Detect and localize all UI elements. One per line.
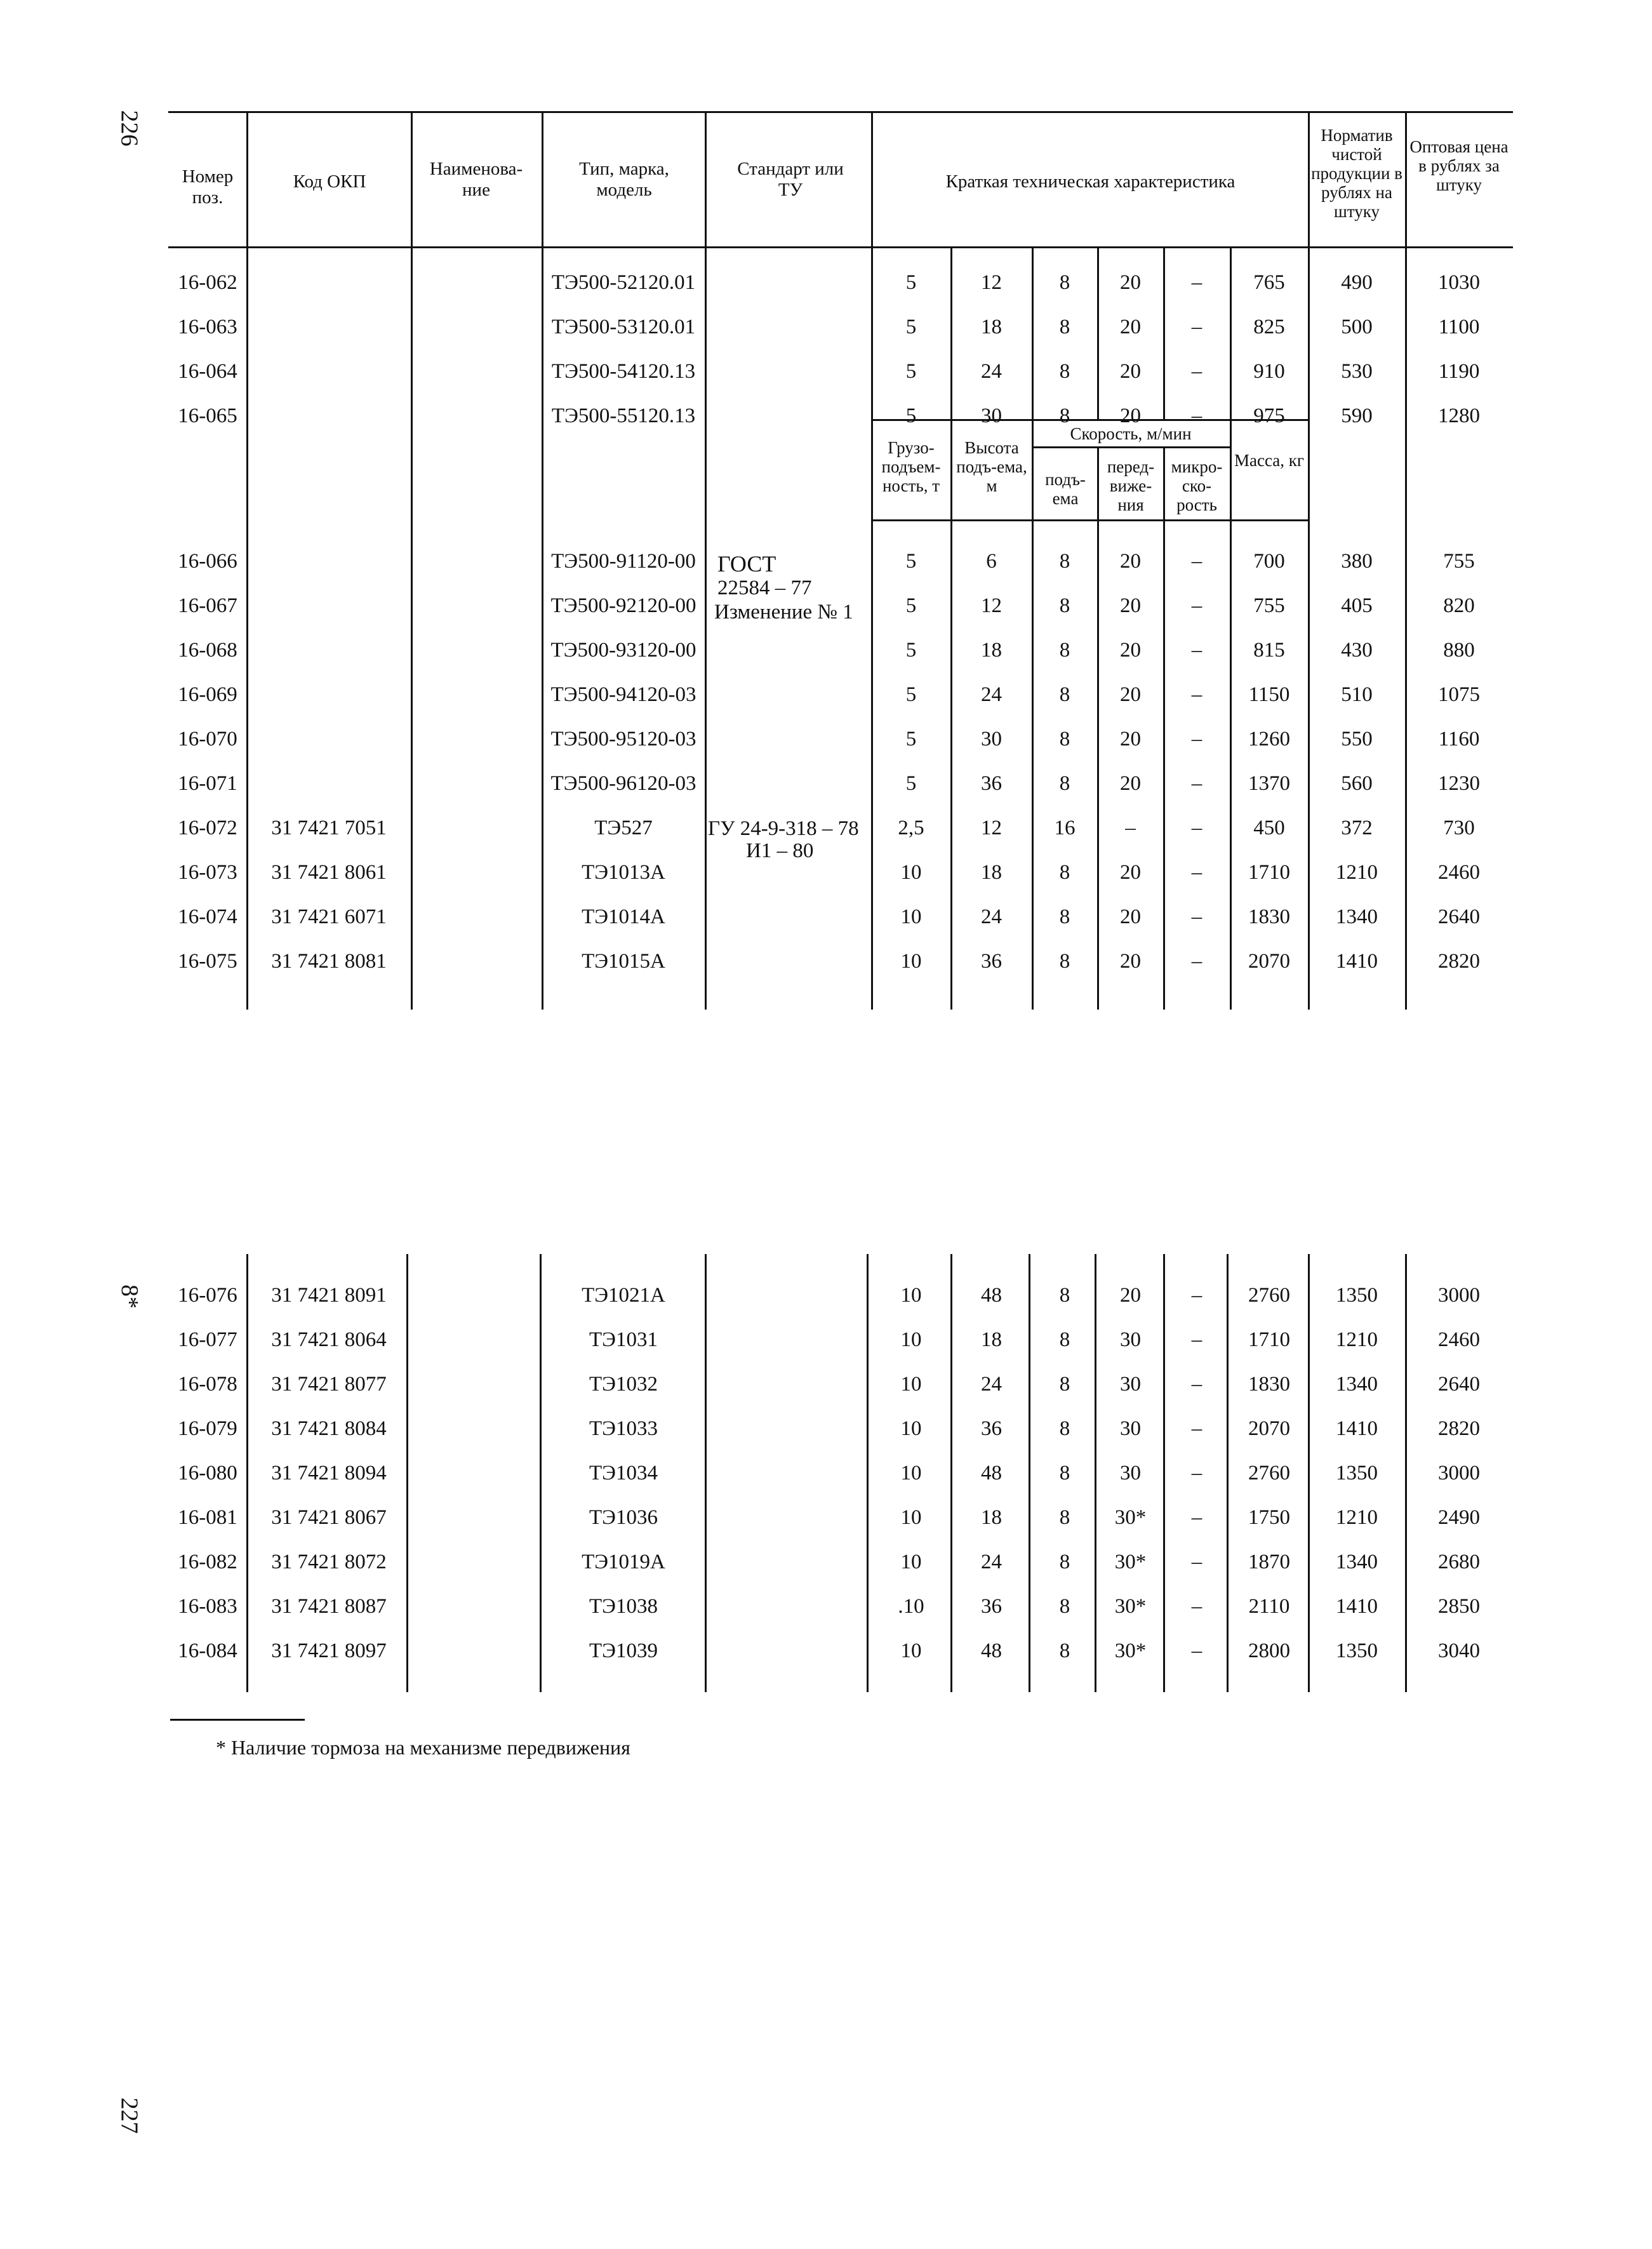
cell-opt: 730 bbox=[1443, 817, 1475, 839]
cell-normativ: 590 bbox=[1341, 404, 1373, 427]
footnote-rule bbox=[170, 1719, 305, 1721]
section-mark: 8* bbox=[116, 1285, 143, 1309]
cell-vysota: 18 bbox=[981, 639, 1002, 662]
subheader-massa: Масса, кг bbox=[1234, 451, 1304, 470]
header-optovaya-cena: Оптовая цена в рублях за штуку bbox=[1409, 137, 1509, 194]
cell-massa: 910 bbox=[1253, 360, 1285, 383]
cell-opt: 2850 bbox=[1438, 1595, 1480, 1618]
cell-mikro: – bbox=[1191, 1284, 1202, 1307]
cell-peredv: 20 bbox=[1120, 550, 1141, 573]
cell-vysota: 18 bbox=[981, 1328, 1002, 1351]
cell-tip: ТЭ1038 bbox=[589, 1595, 658, 1618]
cell-normativ: 560 bbox=[1341, 772, 1373, 795]
cell-poz: 16-071 bbox=[178, 772, 237, 795]
cell-vysota: 36 bbox=[981, 950, 1002, 973]
cell-opt: 2460 bbox=[1438, 861, 1480, 884]
cell-mikro: – bbox=[1191, 594, 1202, 617]
cell-peredv: 20 bbox=[1120, 861, 1141, 884]
cell-peredv: 20 bbox=[1120, 1284, 1141, 1307]
cell-mikro: – bbox=[1191, 316, 1202, 338]
cell-okp: 31 7421 8077 bbox=[271, 1373, 387, 1396]
cell-massa: 2760 bbox=[1248, 1284, 1290, 1307]
cell-vysota: 48 bbox=[981, 1284, 1002, 1307]
cell-normativ: 500 bbox=[1341, 316, 1373, 338]
cell-gruzo: 5 bbox=[905, 316, 917, 338]
cell-peredv: 20 bbox=[1120, 905, 1141, 928]
cell-vysota: 24 bbox=[981, 905, 1002, 928]
cell-tip: ТЭ500-91120-00 bbox=[551, 550, 696, 573]
cell-normativ: 380 bbox=[1341, 550, 1373, 573]
cell-podema: 8 bbox=[1059, 550, 1070, 573]
cell-normativ: 372 bbox=[1341, 817, 1373, 839]
cell-poz: 16-070 bbox=[178, 728, 237, 751]
cell-opt: 755 bbox=[1443, 550, 1475, 573]
cell-poz: 16-062 bbox=[178, 271, 237, 294]
cell-opt: 820 bbox=[1443, 594, 1475, 617]
cell-poz: 16-078 bbox=[178, 1373, 237, 1396]
cell-poz: 16-077 bbox=[178, 1328, 237, 1351]
cell-poz: 16-080 bbox=[178, 1462, 237, 1485]
cell-massa: 1750 bbox=[1248, 1506, 1290, 1529]
cell-peredv: 20 bbox=[1120, 639, 1141, 662]
cell-poz: 16-065 bbox=[178, 404, 237, 427]
cell-normativ: 530 bbox=[1341, 360, 1373, 383]
cell-mikro: – bbox=[1191, 1417, 1202, 1440]
cell-massa: 815 bbox=[1253, 639, 1285, 662]
cell-gruzo: 5 bbox=[905, 772, 917, 795]
cell-podema: 8 bbox=[1059, 950, 1070, 973]
cell-peredv: 30* bbox=[1114, 1639, 1147, 1662]
standard-tu: ГУ 24-9-318 – 78 bbox=[708, 817, 859, 840]
cell-normativ: 1350 bbox=[1336, 1284, 1378, 1307]
cell-peredv: 20 bbox=[1120, 404, 1141, 427]
cell-poz: 16-082 bbox=[178, 1551, 237, 1573]
skorost-underline bbox=[1032, 446, 1230, 448]
cell-massa: 1150 bbox=[1248, 683, 1290, 706]
cell-vysota: 6 bbox=[986, 550, 997, 573]
cell-gruzo: 10 bbox=[900, 1462, 922, 1485]
cell-gruzo: 5 bbox=[905, 594, 917, 617]
cell-opt: 1100 bbox=[1438, 316, 1480, 338]
cell-massa: 975 bbox=[1253, 404, 1285, 427]
cell-peredv: 30* bbox=[1114, 1506, 1147, 1529]
cell-normativ: 1410 bbox=[1336, 950, 1378, 973]
cell-okp: 31 7421 7051 bbox=[271, 817, 387, 839]
cell-normativ: 1340 bbox=[1336, 905, 1378, 928]
cell-okp: 31 7421 8087 bbox=[271, 1595, 387, 1618]
cell-podema: 8 bbox=[1059, 271, 1070, 294]
cell-normativ: 1210 bbox=[1336, 1328, 1378, 1351]
cell-gruzo: 2,5 bbox=[898, 817, 924, 839]
cell-podema: 8 bbox=[1059, 1328, 1070, 1351]
cell-peredv: 30* bbox=[1114, 1551, 1147, 1573]
cell-gruzo: 10 bbox=[900, 1417, 922, 1440]
cell-mikro: – bbox=[1191, 728, 1202, 751]
cell-vysota: 30 bbox=[981, 404, 1002, 427]
cell-poz: 16-066 bbox=[178, 550, 237, 573]
cell-massa: 1370 bbox=[1248, 772, 1290, 795]
page-number-bottom: 227 bbox=[116, 2097, 143, 2134]
cell-mikro: – bbox=[1191, 772, 1202, 795]
cell-poz: 16-083 bbox=[178, 1595, 237, 1618]
cell-massa: 2070 bbox=[1248, 950, 1290, 973]
cell-mikro: – bbox=[1191, 1328, 1202, 1351]
cell-peredv: 20 bbox=[1120, 683, 1141, 706]
cell-poz: 16-072 bbox=[178, 817, 237, 839]
header-nomer-poz: Номер поз. bbox=[182, 166, 234, 208]
cell-okp: 31 7421 8081 bbox=[271, 950, 387, 973]
cell-podema: 8 bbox=[1059, 404, 1070, 427]
cell-opt: 1160 bbox=[1438, 728, 1480, 751]
cell-podema: 8 bbox=[1059, 1551, 1070, 1573]
cell-mikro: – bbox=[1191, 550, 1202, 573]
cell-poz: 16-069 bbox=[178, 683, 237, 706]
cell-vysota: 18 bbox=[981, 861, 1002, 884]
cell-normativ: 1350 bbox=[1336, 1462, 1378, 1485]
cell-peredv: 20 bbox=[1120, 594, 1141, 617]
cell-tip: ТЭ500-53120.01 bbox=[551, 316, 696, 338]
header-bottom-line bbox=[168, 246, 1513, 248]
subheader-vysota: Высота подъ-ема, м bbox=[956, 438, 1027, 495]
cell-mikro: – bbox=[1191, 905, 1202, 928]
cell-tip: ТЭ1039 bbox=[589, 1639, 658, 1662]
cell-okp: 31 7421 8084 bbox=[271, 1417, 387, 1440]
cell-peredv: 20 bbox=[1120, 772, 1141, 795]
cell-podema: 8 bbox=[1059, 316, 1070, 338]
cell-okp: 31 7421 8097 bbox=[271, 1639, 387, 1662]
cell-peredv: 30 bbox=[1120, 1373, 1141, 1396]
cell-tip: ТЭ500-96120-03 bbox=[550, 772, 696, 795]
cell-mikro: – bbox=[1191, 1595, 1202, 1618]
subheader-peredvizheniya: перед-виже-ния bbox=[1107, 457, 1155, 514]
cell-podema: 8 bbox=[1059, 1639, 1070, 1662]
cell-gruzo: 5 bbox=[905, 550, 917, 573]
cell-vysota: 48 bbox=[981, 1639, 1002, 1662]
cell-massa: 1710 bbox=[1248, 861, 1290, 884]
cell-gruzo: 5 bbox=[905, 404, 917, 427]
cell-tip: ТЭ1036 bbox=[589, 1506, 658, 1529]
cell-opt: 3000 bbox=[1438, 1284, 1480, 1307]
cell-poz: 16-076 bbox=[178, 1284, 237, 1307]
cell-mikro: – bbox=[1191, 1506, 1202, 1529]
cell-normativ: 1410 bbox=[1336, 1595, 1378, 1618]
cell-mikro: – bbox=[1191, 639, 1202, 662]
cell-normativ: 510 bbox=[1341, 683, 1373, 706]
cell-massa: 765 bbox=[1253, 271, 1285, 294]
cell-podema: 8 bbox=[1059, 594, 1070, 617]
table-top-line bbox=[168, 111, 1513, 113]
cell-vysota: 12 bbox=[981, 594, 1002, 617]
cell-podema: 8 bbox=[1059, 1373, 1070, 1396]
cell-poz: 16-081 bbox=[178, 1506, 237, 1529]
cell-peredv: 30* bbox=[1114, 1595, 1147, 1618]
cell-opt: 3000 bbox=[1438, 1462, 1480, 1485]
cell-mikro: – bbox=[1191, 360, 1202, 383]
cell-normativ: 1340 bbox=[1336, 1373, 1378, 1396]
cell-massa: 1710 bbox=[1248, 1328, 1290, 1351]
cell-normativ: 1210 bbox=[1336, 1506, 1378, 1529]
cell-peredv: 20 bbox=[1120, 316, 1141, 338]
cell-vysota: 48 bbox=[981, 1462, 1002, 1485]
cell-vysota: 24 bbox=[981, 1373, 1002, 1396]
cell-tip: ТЭ500-93120-00 bbox=[550, 639, 696, 662]
cell-vysota: 30 bbox=[981, 728, 1002, 751]
cell-tip: ТЭ500-92120-00 bbox=[550, 594, 696, 617]
cell-peredv: 20 bbox=[1120, 271, 1141, 294]
cell-normativ: 430 bbox=[1341, 639, 1373, 662]
cell-gruzo: 10 bbox=[900, 1284, 922, 1307]
cell-opt: 2640 bbox=[1438, 1373, 1480, 1396]
standard-gost: ГОСТ bbox=[717, 551, 776, 577]
cell-gruzo: 5 bbox=[905, 728, 917, 751]
cell-opt: 880 bbox=[1443, 639, 1475, 662]
cell-poz: 16-074 bbox=[178, 905, 237, 928]
cell-massa: 700 bbox=[1253, 550, 1285, 573]
cell-massa: 755 bbox=[1253, 594, 1285, 617]
cell-normativ: 1340 bbox=[1336, 1551, 1378, 1573]
cell-okp: 31 7421 8094 bbox=[271, 1462, 387, 1485]
cell-podema: 8 bbox=[1059, 1595, 1070, 1618]
subheader-gruzopodemnost: Грузо-подъем-ность, т bbox=[881, 438, 941, 495]
cell-mikro: – bbox=[1191, 861, 1202, 884]
cell-mikro: – bbox=[1191, 817, 1202, 839]
cell-tip: ТЭ500-94120-03 bbox=[550, 683, 696, 706]
cell-massa: 2760 bbox=[1248, 1462, 1290, 1485]
cell-vysota: 24 bbox=[981, 1551, 1002, 1573]
cell-mikro: – bbox=[1191, 683, 1202, 706]
cell-gruzo: 10 bbox=[900, 1639, 922, 1662]
cell-poz: 16-063 bbox=[178, 316, 237, 338]
cell-mikro: – bbox=[1191, 1639, 1202, 1662]
cell-gruzo: 10 bbox=[900, 1373, 922, 1396]
cell-peredv: 20 bbox=[1120, 360, 1141, 383]
cell-tip: ТЭ1021А bbox=[582, 1284, 665, 1307]
cell-massa: 1830 bbox=[1248, 905, 1290, 928]
cell-gruzo: 10 bbox=[900, 1551, 922, 1573]
cell-tip: ТЭ527 bbox=[594, 817, 653, 839]
cell-opt: 2820 bbox=[1438, 1417, 1480, 1440]
cell-poz: 16-084 bbox=[178, 1639, 237, 1662]
cell-poz: 16-073 bbox=[178, 861, 237, 884]
cell-podema: 8 bbox=[1059, 1506, 1070, 1529]
cell-opt: 2490 bbox=[1438, 1506, 1480, 1529]
cell-peredv: 30 bbox=[1120, 1462, 1141, 1485]
cell-poz: 16-067 bbox=[178, 594, 237, 617]
cell-mikro: – bbox=[1191, 404, 1202, 427]
cell-podema: 8 bbox=[1059, 772, 1070, 795]
cell-massa: 2110 bbox=[1248, 1595, 1290, 1618]
cell-vysota: 24 bbox=[981, 360, 1002, 383]
cell-gruzo: 5 bbox=[905, 639, 917, 662]
cell-massa: 2070 bbox=[1248, 1417, 1290, 1440]
subheader-mikroskorost: микро-ско-рость bbox=[1171, 457, 1223, 514]
header-tech-characteristics: Краткая техническая характеристика bbox=[945, 171, 1236, 192]
cell-podema: 8 bbox=[1059, 1417, 1070, 1440]
standard-tu-change: И1 – 80 bbox=[746, 839, 814, 862]
cell-mikro: – bbox=[1191, 271, 1202, 294]
cell-mikro: – bbox=[1191, 1373, 1202, 1396]
cell-normativ: 490 bbox=[1341, 271, 1373, 294]
cell-massa: 1260 bbox=[1248, 728, 1290, 751]
cell-peredv: 20 bbox=[1120, 728, 1141, 751]
cell-tip: ТЭ500-95120-03 bbox=[550, 728, 696, 751]
cell-tip: ТЭ1033 bbox=[589, 1417, 658, 1440]
cell-opt: 2640 bbox=[1438, 905, 1480, 928]
subheader-skorost: Скорость, м/мин bbox=[1070, 424, 1192, 443]
cell-podema: 8 bbox=[1059, 1284, 1070, 1307]
cell-podema: 8 bbox=[1059, 639, 1070, 662]
cell-normativ: 1350 bbox=[1336, 1639, 1378, 1662]
cell-massa: 1870 bbox=[1248, 1551, 1290, 1573]
cell-okp: 31 7421 8072 bbox=[271, 1551, 387, 1573]
cell-poz: 16-064 bbox=[178, 360, 237, 383]
header-normativ: Норматив чистой продукции в рублях на штуку bbox=[1311, 126, 1402, 221]
cell-mikro: – bbox=[1191, 950, 1202, 973]
cell-gruzo: .10 bbox=[898, 1595, 924, 1618]
subheader-podema: подъ-ема bbox=[1045, 470, 1086, 508]
cell-tip: ТЭ1015А bbox=[582, 950, 665, 973]
cell-okp: 31 7421 8067 bbox=[271, 1506, 387, 1529]
cell-okp: 31 7421 8091 bbox=[271, 1284, 387, 1307]
cell-vysota: 24 bbox=[981, 683, 1002, 706]
cell-mikro: – bbox=[1191, 1551, 1202, 1573]
cell-opt: 1230 bbox=[1438, 772, 1480, 795]
cell-vysota: 36 bbox=[981, 1595, 1002, 1618]
cell-podema: 8 bbox=[1059, 683, 1070, 706]
cell-mikro: – bbox=[1191, 1462, 1202, 1485]
cell-normativ: 1210 bbox=[1336, 861, 1378, 884]
cell-peredv: 30 bbox=[1120, 1417, 1141, 1440]
cell-normativ: 550 bbox=[1341, 728, 1373, 751]
cell-tip: ТЭ1034 bbox=[589, 1462, 658, 1485]
cell-normativ: 1410 bbox=[1336, 1417, 1378, 1440]
cell-tip: ТЭ500-52120.01 bbox=[551, 271, 696, 294]
cell-opt: 2680 bbox=[1438, 1551, 1480, 1573]
cell-tip: ТЭ1031 bbox=[589, 1328, 658, 1351]
cell-tip: ТЭ500-54120.13 bbox=[551, 360, 696, 383]
cell-massa: 825 bbox=[1253, 316, 1285, 338]
standard-gost-number: 22584 – 77 bbox=[717, 577, 812, 599]
cell-podema: 8 bbox=[1059, 360, 1070, 383]
cell-massa: 1830 bbox=[1248, 1373, 1290, 1396]
cell-poz: 16-079 bbox=[178, 1417, 237, 1440]
cell-okp: 31 7421 6071 bbox=[271, 905, 387, 928]
cell-gruzo: 10 bbox=[900, 861, 922, 884]
cell-gruzo: 10 bbox=[900, 905, 922, 928]
cell-tip: ТЭ1032 bbox=[589, 1373, 658, 1396]
standard-gost-change: Изменение № 1 bbox=[714, 601, 853, 624]
cell-gruzo: 5 bbox=[905, 360, 917, 383]
cell-tip: ТЭ1013А bbox=[582, 861, 665, 884]
cell-podema: 8 bbox=[1059, 728, 1070, 751]
cell-poz: 16-075 bbox=[178, 950, 237, 973]
cell-okp: 31 7421 8064 bbox=[271, 1328, 387, 1351]
cell-vysota: 36 bbox=[981, 772, 1002, 795]
cell-okp: 31 7421 8061 bbox=[271, 861, 387, 884]
cell-vysota: 36 bbox=[981, 1417, 1002, 1440]
cell-opt: 3040 bbox=[1438, 1639, 1480, 1662]
cell-poz: 16-068 bbox=[178, 639, 237, 662]
cell-opt: 1030 bbox=[1438, 271, 1480, 294]
cell-opt: 2460 bbox=[1438, 1328, 1480, 1351]
header-naimenovanie: Наименова-ние bbox=[429, 159, 523, 200]
cell-gruzo: 10 bbox=[900, 1506, 922, 1529]
cell-vysota: 12 bbox=[981, 271, 1002, 294]
cell-opt: 1075 bbox=[1438, 683, 1480, 706]
cell-tip: ТЭ1014А bbox=[582, 905, 665, 928]
header-tip-marka: Тип, марка, модель bbox=[579, 159, 669, 200]
cell-normativ: 405 bbox=[1341, 594, 1373, 617]
header-standart: Стандарт или ТУ bbox=[737, 159, 844, 200]
cell-podema: 8 bbox=[1059, 1462, 1070, 1485]
cell-opt: 1280 bbox=[1438, 404, 1480, 427]
cell-gruzo: 10 bbox=[900, 950, 922, 973]
cell-vysota: 18 bbox=[981, 1506, 1002, 1529]
cell-podema: 8 bbox=[1059, 905, 1070, 928]
cell-opt: 1190 bbox=[1438, 360, 1480, 383]
cell-peredv: 20 bbox=[1120, 950, 1141, 973]
cell-podema: 16 bbox=[1054, 817, 1076, 839]
cell-massa: 450 bbox=[1253, 817, 1285, 839]
cell-tip: ТЭ1019А bbox=[582, 1551, 665, 1573]
cell-opt: 2820 bbox=[1438, 950, 1480, 973]
cell-gruzo: 5 bbox=[905, 271, 917, 294]
subheader-bottom-line bbox=[871, 519, 1309, 521]
cell-vysota: 18 bbox=[981, 316, 1002, 338]
page-number-top: 226 bbox=[116, 110, 143, 147]
cell-gruzo: 5 bbox=[905, 683, 917, 706]
cell-massa: 2800 bbox=[1248, 1639, 1290, 1662]
cell-tip: ТЭ500-55120.13 bbox=[551, 404, 696, 427]
cell-gruzo: 10 bbox=[900, 1328, 922, 1351]
cell-vysota: 12 bbox=[981, 817, 1002, 839]
header-kod-okp: Код ОКП bbox=[293, 171, 366, 192]
footnote: * Наличие тормоза на механизме передвижения bbox=[216, 1736, 630, 1759]
cell-podema: 8 bbox=[1059, 861, 1070, 884]
cell-peredv: 30 bbox=[1120, 1328, 1141, 1351]
cell-peredv: – bbox=[1125, 817, 1136, 839]
